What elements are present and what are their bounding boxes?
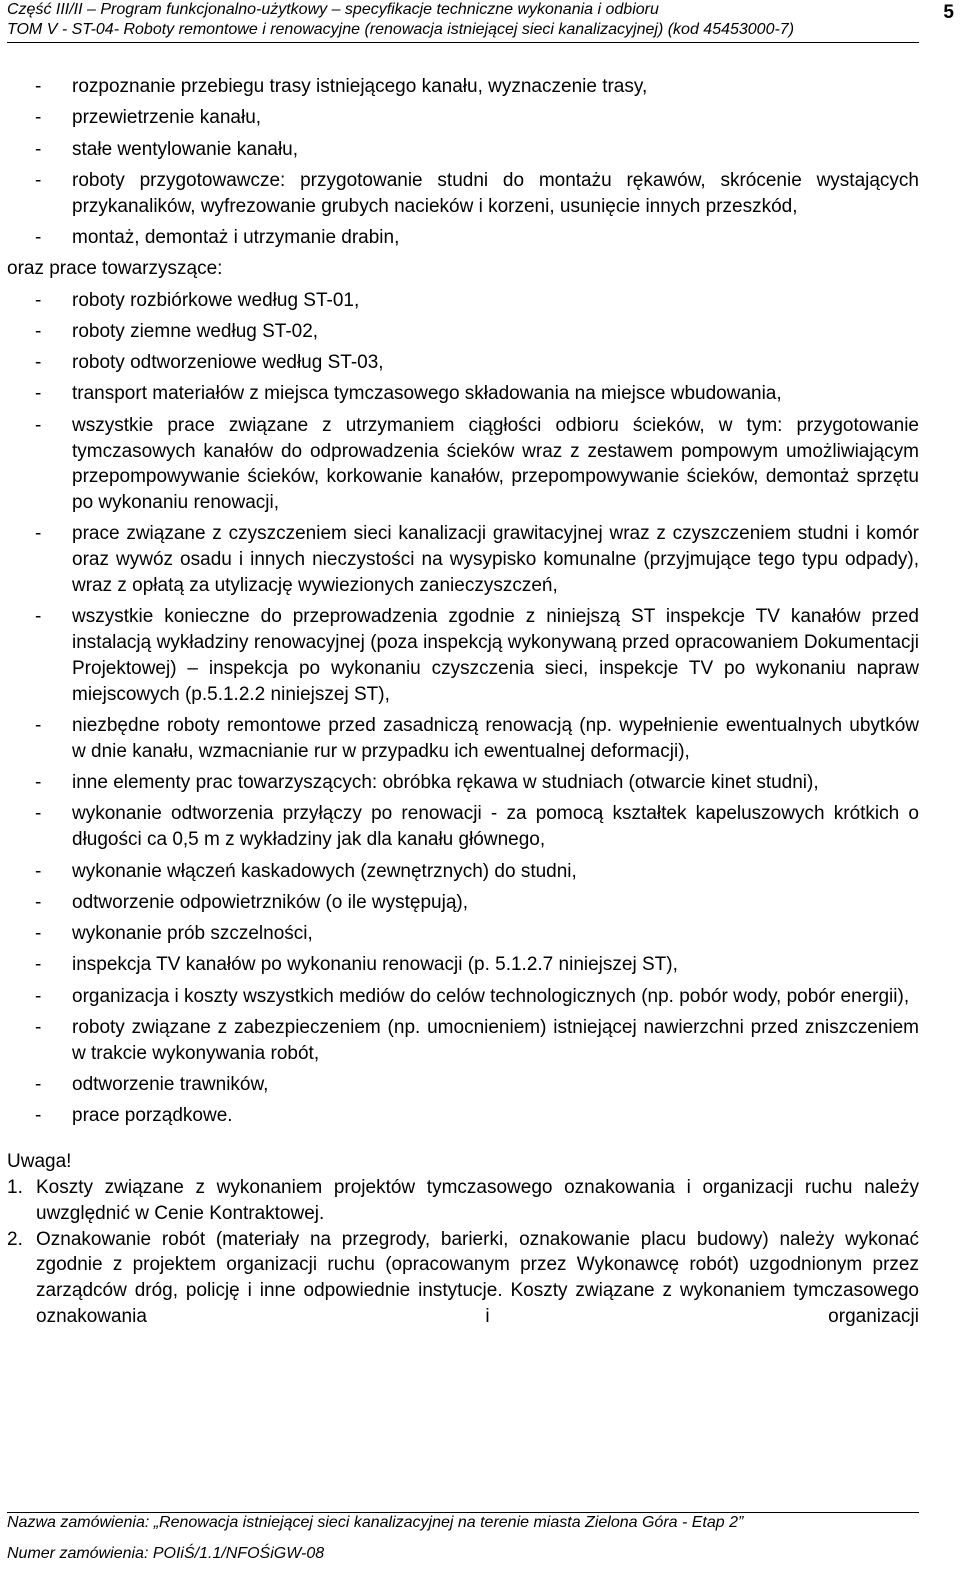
list-item xyxy=(7,413,919,516)
list-item-text: inspekcja TV kanałów po wykonaniu renowacji (p. 5.1.2.7 niniejszej ST), xyxy=(72,954,678,976)
list-item xyxy=(7,74,919,100)
list-item-text: roboty odtworzeniowe według ST-03, xyxy=(72,352,384,374)
list-item-text: stałe wentylowanie kanału, xyxy=(72,138,299,160)
note-number: 1. xyxy=(7,1176,23,1198)
list-dash: - xyxy=(35,715,42,737)
list-dash: - xyxy=(35,860,42,882)
list-item xyxy=(7,225,919,251)
list-item-text: wykonanie odtworzenia przyłączy po renowacji - za pomocą kształtek kapeluszowych krótkich o długości ca 0,5 m z wykładziny jak dla kanału głównego, xyxy=(72,803,919,851)
list-dash: - xyxy=(35,606,42,628)
note-item xyxy=(7,1227,919,1330)
list-item-text: montaż, demontaż i utrzymanie drabin, xyxy=(72,226,400,248)
header-document-part: Część III/II – Program funkcjonalno-użytkowy – specyfikacje techniczne wykonania i odbioru xyxy=(7,1,659,18)
list-dash: - xyxy=(35,414,42,436)
list-item xyxy=(7,319,919,345)
list-item-text: przewietrzenie kanału, xyxy=(72,107,262,129)
list-dash: - xyxy=(35,226,42,248)
list-item-text: prace porządkowe. xyxy=(72,1105,233,1127)
note-title: Uwaga! xyxy=(7,1151,72,1173)
list-dash: - xyxy=(35,383,42,405)
list-item-text: prace związane z czyszczeniem sieci kanalizacji grawitacyjnej wraz z czyszczeniem studni i komór oraz wywóz osadu i innych nieczystości na wysypisko komunalne (przyjmujące tego typu odpady), wraz z opłatą za utylizację wywiezionych zanieczyszczeń, xyxy=(72,523,919,597)
list-dash: - xyxy=(35,1105,42,1127)
page-header xyxy=(7,0,919,43)
note-number: 2. xyxy=(7,1228,23,1250)
list-item-text: wszystkie konieczne do przeprowadzenia zgodnie z niniejszą ST inspekcje TV kanałów przed instalacją wykładziny renowacyjnej (poza inspekcją wykonywaną przed opracowaniem Dokumentacji Projektowej) – inspekcja po wykonaniu czyszczenia sieci, inspekcje TV po wykonaniu napraw miejscowych (p.5.1.2.2 niniejszej ST), xyxy=(72,606,919,705)
note-item xyxy=(7,1175,919,1227)
list-item-text: wszystkie prace związane z utrzymaniem ciągłości odbioru ścieków, w tym: przygotowanie tymczasowych kanałów do odprowadzenia ścieków wraz z zestawem pompowym umożliwiającym przepompowywanie ścieków, korkowanie kanałów, przepompowywanie ścieków, demontaż sprzętu po wykonaniu renowacji, xyxy=(72,414,919,514)
main-works-list xyxy=(7,74,919,251)
page-number: 5 xyxy=(943,2,954,23)
list-item xyxy=(7,890,919,916)
list-dash: - xyxy=(35,320,42,342)
list-item xyxy=(7,984,919,1010)
page-footer xyxy=(7,1512,919,1564)
list-item-text: transport materiałów z miejsca tymczasowego składowania na miejsce wbudowania, xyxy=(72,383,782,405)
list-item-text: inne elementy prac towarzyszących: obróbka rękawa w studniach (otwarcie kinet studni), xyxy=(72,772,819,794)
list-item xyxy=(7,137,919,163)
list-dash: - xyxy=(35,954,42,976)
list-item xyxy=(7,859,919,885)
note-text: Oznakowanie robót (materiały na przegrody, barierki, oznakowanie placu budowy) należy wykonać zgodnie z projektem organizacji ruchu (opracowanym przez Wykonawcę robót) uzgodnionym przez zarządców dróg, policję i inne odpowiednie instytucje. Koszty związane z wykonaniem tymczasowego oznakowania i organizacji xyxy=(36,1228,919,1327)
list-dash: - xyxy=(35,923,42,945)
list-dash: - xyxy=(35,772,42,794)
list-dash: - xyxy=(35,289,42,311)
footer-contract-name: Nazwa zamówienia: „Renowacja istniejącej sieci kanalizacyjnej na terenie miasta Zielona Góra - Etap 2” xyxy=(7,1514,744,1531)
list-dash: - xyxy=(35,1074,42,1096)
page-content xyxy=(7,74,919,1330)
list-dash: - xyxy=(35,76,42,97)
list-item-text: rozpoznanie przebiegu trasy istniejącego kanału, wyznaczenie trasy, xyxy=(72,76,648,97)
list-item-text: organizacja i koszty wszystkich mediów do celów technologicznych (np. pobór wody, pobór energii), xyxy=(72,985,910,1007)
list-dash: - xyxy=(35,169,42,191)
list-item-text: roboty ziemne według ST-02, xyxy=(72,320,319,342)
list-item xyxy=(7,801,919,853)
list-dash: - xyxy=(35,803,42,825)
list-item-text: wykonanie prób szczelności, xyxy=(72,923,313,945)
list-item xyxy=(7,381,919,407)
accompanying-works-intro: oraz prace towarzyszące: xyxy=(7,258,223,280)
list-item-text: niezbędne roboty remontowe przed zasadniczą renowacją (np. wypełnienie ewentualnych ubytków w dnie kanału, wzmacnianie rur w przypadku ich ewentualnej deformacji), xyxy=(72,715,919,762)
list-dash: - xyxy=(35,891,42,913)
list-item xyxy=(7,288,919,314)
list-dash: - xyxy=(35,1017,42,1038)
list-dash: - xyxy=(35,523,42,545)
list-item xyxy=(7,1103,919,1129)
accompanying-works-list xyxy=(7,288,919,1130)
list-item xyxy=(7,521,919,598)
list-item-text: roboty rozbiórkowe według ST-01, xyxy=(72,289,360,311)
list-item xyxy=(7,1072,919,1098)
list-dash: - xyxy=(35,352,42,374)
list-item xyxy=(7,1015,919,1067)
list-item-text: roboty związane z zabezpieczeniem (np. umocnieniem) istniejącej nawierzchni przed zniszczeniem w trakcie wykonywania robót, xyxy=(72,1017,919,1064)
list-item xyxy=(7,770,919,796)
list-item xyxy=(7,713,919,765)
list-item-text: wykonanie włączeń kaskadowych (zewnętrznych) do studni, xyxy=(72,860,577,882)
list-item-text: odtworzenie odpowietrzników (o ile występują), xyxy=(72,891,469,913)
list-item-text: roboty przygotowawcze: przygotowanie studni do montażu rękawów, skrócenie wystających przykanalików, wyfrezowanie grubych nacieków i korzeni, usunięcie innych przeszkód, xyxy=(72,169,919,217)
list-dash: - xyxy=(35,107,42,129)
list-item xyxy=(7,105,919,131)
list-item xyxy=(7,952,919,978)
list-item xyxy=(7,921,919,947)
list-dash: - xyxy=(35,138,42,160)
footer-contract-number: Numer zamówienia: POIiŚ/1.1/NFOŚiGW-08 xyxy=(7,1545,325,1562)
note-list xyxy=(7,1175,919,1330)
note-text: Koszty związane z wykonaniem projektów tymczasowego oznakowania i organizacji ruchu należy uwzględnić w Cenie Kontraktowej. xyxy=(36,1176,919,1224)
list-item xyxy=(7,168,919,220)
list-item xyxy=(7,604,919,707)
header-volume-title: TOM V - ST-04- Roboty remontowe i renowacyjne (renowacja istniejącej sieci kanalizacyjnej) (kod 45453000-7) xyxy=(7,21,795,38)
list-item-text: odtworzenie trawników, xyxy=(72,1074,269,1096)
list-dash: - xyxy=(35,985,42,1007)
list-item xyxy=(7,350,919,376)
